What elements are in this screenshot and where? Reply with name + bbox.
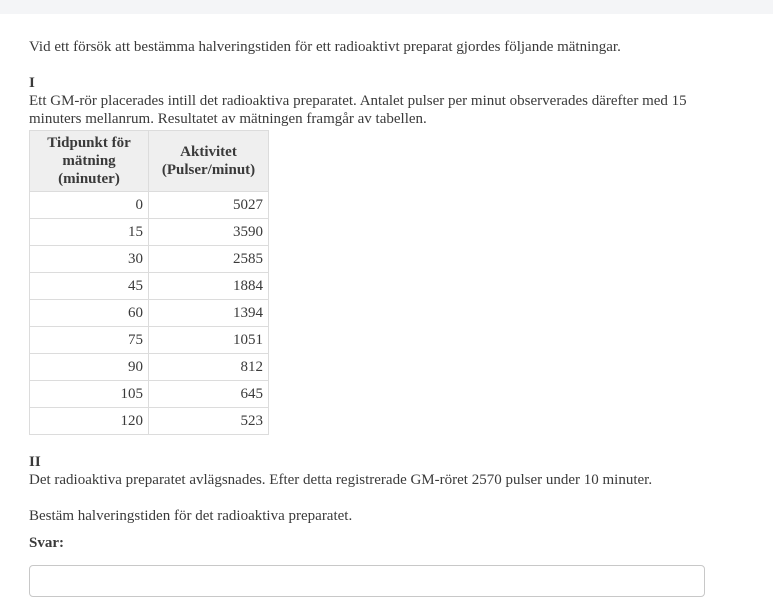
cell-time: 45 [30, 273, 149, 300]
cell-time: 105 [30, 381, 149, 408]
cell-activity: 645 [149, 381, 269, 408]
cell-time: 75 [30, 327, 149, 354]
measurement-table [29, 130, 269, 435]
table-row [30, 354, 269, 381]
header-activity [149, 131, 269, 192]
answer-input[interactable] [29, 565, 705, 597]
table-row [30, 273, 269, 300]
cell-time: 30 [30, 246, 149, 273]
table-row [30, 300, 269, 327]
question-content [29, 38, 729, 552]
table-header-row [30, 131, 269, 192]
table-row [30, 246, 269, 273]
cell-time: 60 [30, 300, 149, 327]
cell-activity: 523 [149, 408, 269, 435]
question-text: Bestäm halveringstiden för det radioaktiva preparatet. [29, 508, 353, 524]
header-activity-line-2: (Pulser/minut) [161, 162, 256, 178]
table-row [30, 192, 269, 219]
cell-activity: 5027 [149, 192, 269, 219]
spacer [29, 489, 729, 507]
cell-activity: 3590 [149, 219, 269, 246]
table-row [30, 327, 269, 354]
table-row [30, 408, 269, 435]
table-row [30, 381, 269, 408]
table-row [30, 219, 269, 246]
cell-activity: 1394 [149, 300, 269, 327]
cell-time: 120 [30, 408, 149, 435]
cell-activity: 812 [149, 354, 269, 381]
header-time [30, 131, 149, 192]
header-time-line-2: mätning [62, 153, 116, 169]
cell-time: 90 [30, 354, 149, 381]
header-time-line-1: Tidpunkt för [47, 135, 131, 151]
part-2-text: Det radioaktiva preparatet avlägsnades. Efter detta registrerade GM-röret 2570 pulser under 10 minuter. [29, 472, 653, 488]
part-2-heading: II [29, 454, 41, 470]
part-1-text: Ett GM-rör placerades intill det radioaktiva preparatet. Antalet pulser per minut observerades därefter med 15 minuters mellanrum. Resultatet av mätningen framgår av tabellen. [29, 93, 687, 127]
header-activity-line-1: Aktivitet [180, 144, 237, 160]
cell-activity: 1051 [149, 327, 269, 354]
header-time-line-3: (minuter) [58, 171, 120, 187]
cell-activity: 2585 [149, 246, 269, 273]
answer-label: Svar: [29, 535, 64, 551]
part-1-heading: I [29, 75, 35, 91]
cell-time: 0 [30, 192, 149, 219]
top-bar [0, 0, 773, 14]
cell-time: 15 [30, 219, 149, 246]
intro-text: Vid ett försök att bestämma halveringstiden för ett radioaktivt preparat gjordes följande mätningar. [29, 39, 621, 55]
cell-activity: 1884 [149, 273, 269, 300]
